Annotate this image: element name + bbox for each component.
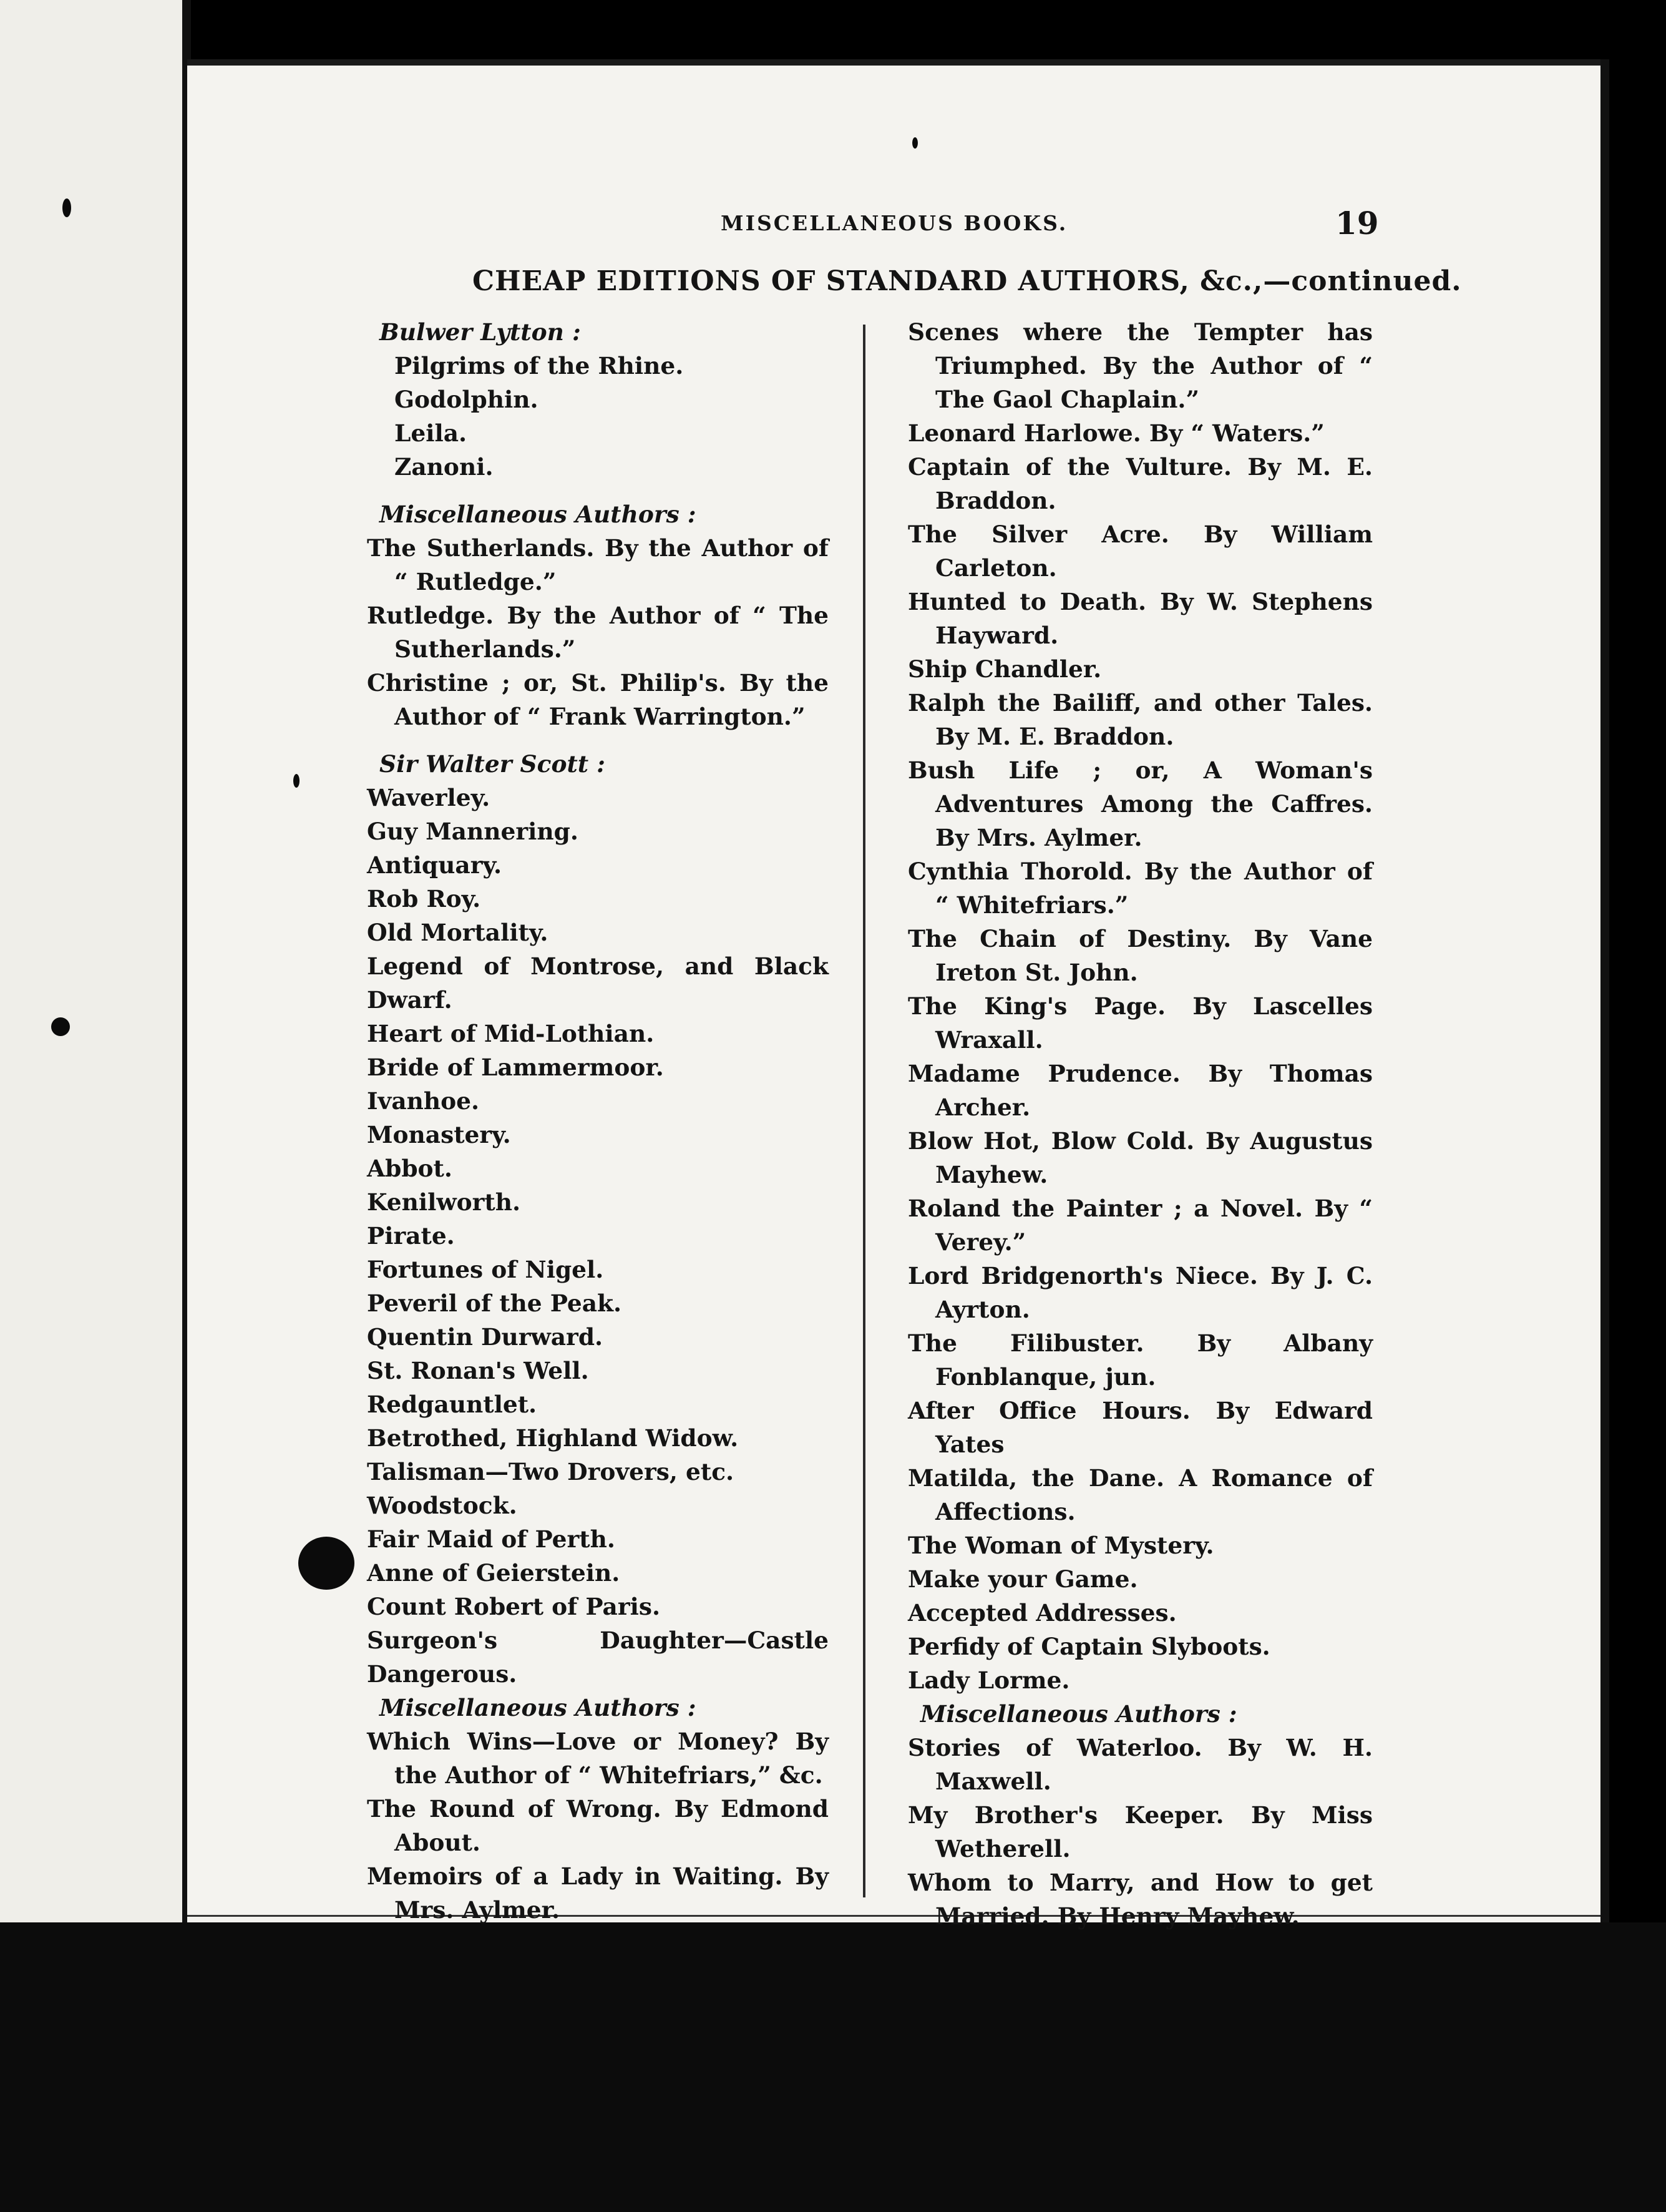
book-entry: Leonard Harlowe. By “ Waters.”: [908, 419, 1325, 447]
author-heading-misc-2: Miscellaneous Authors :: [379, 1694, 696, 1721]
ink-speck: [293, 774, 300, 788]
bulwer-list: [367, 349, 829, 484]
book-entry: Hunted to Death. By W. Stephens Hayward.: [908, 588, 1373, 649]
book-entry: Lord Bridgenorth's Niece. By J. C. Ayrton.: [908, 1262, 1373, 1323]
book-entry: Count Robert of Paris.: [367, 1593, 661, 1620]
author-heading-scott: Sir Walter Scott :: [379, 750, 605, 778]
left-margin: [0, 0, 187, 1922]
book-entry: Surgeon's Daughter—Castle Dangerous.: [367, 1627, 829, 1688]
book-entry: Godolphin.: [394, 386, 538, 413]
book-entry: Pirate.: [367, 1222, 455, 1250]
misc-list-2: [367, 1725, 829, 1927]
book-entry: Talisman—Two Drovers, etc.: [367, 1458, 734, 1485]
scan-bottom-edge: [0, 1922, 1666, 2212]
book-entry: After Office Hours. By Edward Yates: [908, 1397, 1373, 1458]
book-entry: Christine ; or, St. Philip's. By the Author of “ Frank Warrington.”: [367, 669, 829, 730]
book-entry: Blow Hot, Blow Cold. By Augustus Mayhew.: [908, 1127, 1373, 1188]
book-entry: Perfidy of Captain Slyboots.: [908, 1633, 1270, 1660]
right-column: [908, 315, 1373, 1933]
book-entry: Rutledge. By the Author of “ The Sutherlands.”: [367, 602, 829, 663]
column-rule: [863, 325, 865, 1897]
book-entry: Fair Maid of Perth.: [367, 1525, 615, 1553]
book-entry: Waverley.: [367, 784, 490, 811]
book-entry: Legend of Montrose, and Black Dwarf.: [367, 952, 829, 1014]
book-entry: Peveril of the Peak.: [367, 1290, 622, 1317]
book-entry: The Round of Wrong. By Edmond About.: [367, 1795, 829, 1856]
book-entry: The Sutherlands. By the Author of “ Rutledge.”: [367, 534, 829, 595]
book-entry: Fortunes of Nigel.: [367, 1256, 604, 1283]
book-entry: Lady Lorme.: [908, 1666, 1070, 1694]
book-entry: Heart of Mid-Lothian.: [367, 1020, 655, 1047]
book-entry: Anne of Geierstein.: [367, 1559, 620, 1587]
ink-speck: [912, 137, 918, 149]
book-entry: Accepted Addresses.: [908, 1599, 1177, 1627]
book-entry: Ivanhoe.: [367, 1087, 480, 1115]
right-border: [1600, 59, 1609, 1922]
book-entry: Kenilworth.: [367, 1188, 521, 1216]
author-heading-misc-1: Miscellaneous Authors :: [379, 501, 696, 528]
left-column: [367, 315, 829, 1927]
section-title: CHEAP EDITIONS OF STANDARD AUTHORS, &c.,—continued.: [472, 265, 1462, 297]
book-entry: Memoirs of a Lady in Waiting. By Mrs. Aylmer.: [367, 1862, 829, 1924]
ink-speck: [62, 198, 71, 217]
book-entry: Cynthia Thorold. By the Author of “ Whitefriars.”: [908, 858, 1373, 919]
book-entry: Scenes where the Tempter has Triumphed. By the Author of “ The Gaol Chaplain.”: [908, 318, 1373, 413]
book-entry: Betrothed, Highland Widow.: [367, 1424, 739, 1452]
book-entry: Old Mortality.: [367, 919, 548, 946]
book-entry: Matilda, the Dane. A Romance of Affections.: [908, 1464, 1373, 1525]
running-head: MISCELLANEOUS BOOKS.: [721, 211, 1068, 235]
book-entry: Bush Life ; or, A Woman's Adventures Among the Caffres. By Mrs. Aylmer.: [908, 756, 1373, 851]
book-entry: Madame Prudence. By Thomas Archer.: [908, 1060, 1373, 1121]
author-heading-bulwer: Bulwer Lytton :: [379, 318, 581, 346]
book-entry: Redgauntlet.: [367, 1391, 537, 1418]
book-entry: My Brother's Keeper. By Miss Wetherell.: [908, 1801, 1373, 1862]
book-entry: The Silver Acre. By William Carleton.: [908, 521, 1373, 582]
book-entry: Quentin Durward.: [367, 1323, 603, 1351]
book-entry: Which Wins—Love or Money? By the Author of “ Whitefriars,” &c.: [367, 1728, 829, 1789]
page-number: 19: [1335, 205, 1379, 242]
misc-list-3: [908, 1731, 1373, 1933]
book-entry: Captain of the Vulture. By M. E. Braddon.: [908, 453, 1373, 514]
book-entry: St. Ronan's Well.: [367, 1357, 589, 1384]
ink-blot: [298, 1537, 354, 1590]
book-entry: Ship Chandler.: [908, 655, 1102, 683]
book-entry: Bride of Lammermoor.: [367, 1054, 664, 1081]
book-entry: Leila.: [394, 419, 467, 447]
book-entry: Rob Roy.: [367, 885, 481, 913]
book-entry: Zanoni.: [394, 453, 494, 481]
misc-list-1: [367, 531, 829, 733]
book-entry: Ralph the Bailiff, and other Tales. By M. E. Braddon.: [908, 689, 1373, 750]
book-entry: Abbot.: [367, 1155, 452, 1182]
book-entry: The Woman of Mystery.: [908, 1532, 1214, 1559]
book-entry: Woodstock.: [367, 1492, 517, 1519]
author-heading-misc-3: Miscellaneous Authors :: [920, 1700, 1237, 1728]
book-entry: Stories of Waterloo. By W. H. Maxwell.: [908, 1734, 1373, 1795]
book-entry: Whom to Marry, and How to get Married. By Henry Mayhew.: [908, 1869, 1373, 1930]
scott-list: [367, 781, 829, 1691]
ink-speck: [51, 1017, 70, 1036]
book-entry: The King's Page. By Lascelles Wraxall.: [908, 992, 1373, 1054]
book-entry: The Chain of Destiny. By Vane Ireton St. John.: [908, 925, 1373, 986]
book-entry: Make your Game.: [908, 1565, 1138, 1593]
book-entry: Roland the Painter ; a Novel. By “ Verey.”: [908, 1195, 1373, 1256]
right-book-list: [908, 315, 1373, 1697]
book-entry: Antiquary.: [367, 851, 502, 879]
book-entry: Guy Mannering.: [367, 818, 578, 845]
book-entry: The Filibuster. By Albany Fonblanque, jun.: [908, 1329, 1373, 1391]
book-entry: Pilgrims of the Rhine.: [394, 352, 684, 379]
book-entry: Monastery.: [367, 1121, 511, 1148]
